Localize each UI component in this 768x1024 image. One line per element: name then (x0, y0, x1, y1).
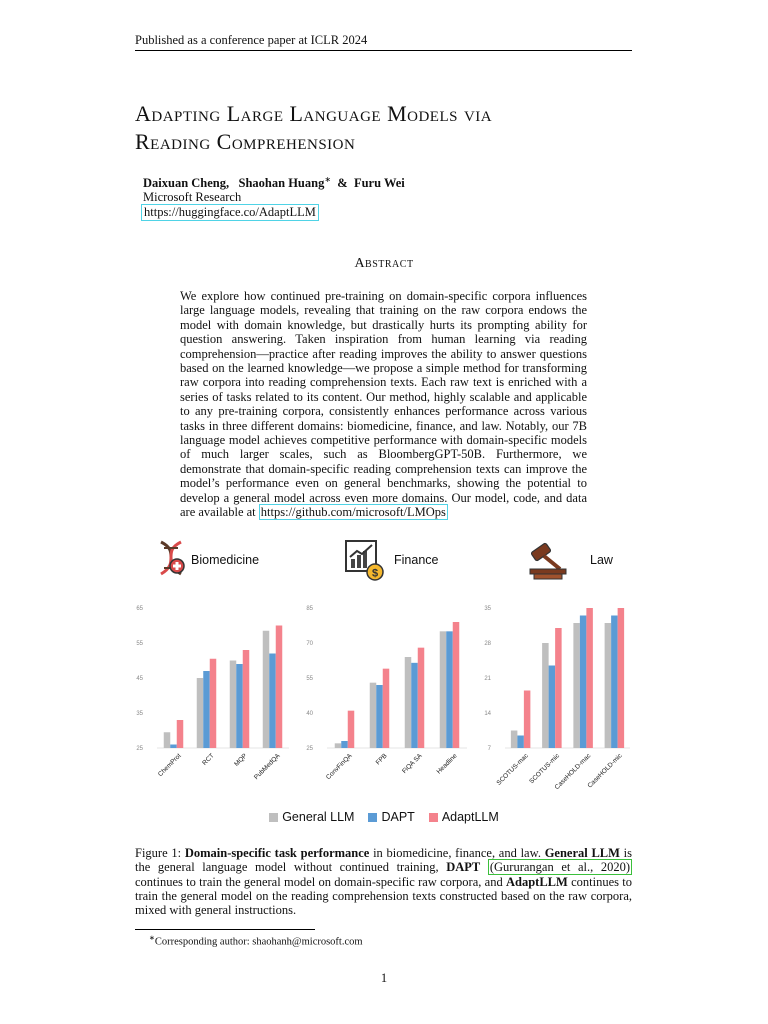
bar (411, 663, 418, 748)
chart-law (485, 600, 635, 800)
caption-text: continues to train the general model on the reading comprehension texts constructed based on the raw corpora, mixed with general instructions. (135, 874, 632, 918)
bar (580, 616, 587, 749)
legend-swatch-adaptllm (429, 813, 438, 822)
bar (236, 664, 243, 748)
author-list (143, 175, 405, 191)
y-tick-label: 45 (136, 676, 143, 682)
abstract-body: We explore how continued pre-training on domain-specific corpora influences large language models, revealing that training on the raw corpora endows the model with domain knowledge, but drastically hurts its prompting ability for question answering. Taken inspiration from human learning via reading comprehension—practice after reading improves the ability to answer questions based on the learned knowledge—we propose a simple method for transforming raw corpora into reading comprehension texts. Each raw text is enriched with a series of tasks related to its content. Our method, highly scalable and applicable to any pre-training corpora, consistently enhances performance across various tasks in three different domains: biomedicine, finance, and law. Notably, our 7B language model achieves competitive performance with domain-specific models of much larger scales, such as BloombergGPT-50B. Furthermore, we demonstrate that domain-specific reading comprehension texts can improve the model’s performance even on general benchmarks, showing the potential to develop a general model across even more domains. Our model, code, and data are available at (180, 289, 587, 520)
author-name: Furu Wei (353, 176, 405, 191)
bar (555, 628, 562, 748)
legend-swatch-general (269, 813, 278, 822)
footnote-mark: ∗ (149, 934, 155, 942)
bar (573, 623, 580, 748)
legend-swatch-dapt (368, 813, 377, 822)
bar (177, 720, 184, 748)
y-tick-label: 35 (136, 711, 143, 717)
panel-label: Biomedicine (191, 553, 260, 567)
bar (276, 626, 283, 749)
caption-text (480, 860, 488, 874)
paper-title (135, 100, 492, 156)
bar (440, 631, 447, 748)
bar (243, 650, 250, 748)
y-tick-label: 35 (484, 606, 491, 612)
bar (511, 731, 518, 749)
author-separator: & (337, 176, 348, 191)
finance-chart-icon (344, 539, 384, 581)
legend-item (269, 810, 354, 824)
bar (549, 666, 556, 749)
citation-link[interactable]: (Gururangan et al., 2020) (489, 860, 631, 875)
panel-label: Finance (394, 553, 439, 567)
chart-legend (0, 810, 768, 824)
panel-header-finance (344, 538, 438, 582)
bar (341, 741, 348, 748)
y-tick-label: 65 (136, 606, 143, 612)
bar (611, 616, 618, 749)
bar (210, 659, 217, 748)
bar (586, 608, 593, 748)
bar (263, 631, 270, 748)
y-tick-label: 25 (306, 746, 313, 752)
caption-bold: General LLM (544, 846, 620, 860)
footnote (149, 934, 363, 948)
bar (376, 685, 383, 748)
y-tick-label: 40 (306, 711, 313, 717)
bar (605, 623, 612, 748)
author-name: Daixuan Cheng, (143, 176, 230, 191)
y-tick-label: 28 (484, 641, 491, 647)
legend-label: DAPT (381, 810, 415, 824)
abstract-heading: Abstract (354, 256, 414, 271)
bar (348, 711, 355, 748)
bar (418, 648, 425, 748)
legend-item (429, 810, 499, 824)
bar (269, 654, 276, 749)
x-tick-label: MQP (233, 752, 249, 768)
running-header: Published as a conference paper at ICLR 2024 (135, 33, 368, 47)
caption-prefix: Figure 1: (135, 846, 185, 860)
caption-text: in biomedicine, finance, and law. (369, 846, 545, 860)
legend-label: General LLM (282, 810, 355, 824)
bar (517, 736, 524, 749)
github-link[interactable]: https://github.com/microsoft/LMOps (260, 505, 446, 520)
x-tick-label: FPB (374, 752, 389, 767)
page-number: 1 (380, 971, 388, 985)
bar (405, 657, 412, 748)
bar (170, 745, 177, 749)
author-name: Shaohan Huang (238, 176, 325, 191)
y-tick-label: 70 (306, 641, 313, 647)
panel-header-biomedicine (155, 538, 259, 582)
bar (524, 691, 531, 749)
x-tick-label: Headline (435, 752, 459, 776)
y-tick-label: 55 (306, 676, 313, 682)
y-tick-label: 55 (136, 641, 143, 647)
bar (542, 643, 549, 748)
x-tick-label: FiQA SA (401, 752, 424, 776)
x-tick-label: ChemProt (157, 752, 183, 779)
bar (164, 732, 171, 748)
x-tick-label: SCOTUS-mac (495, 752, 530, 787)
y-tick-label: 14 (484, 711, 491, 717)
x-tick-label: CaseHOLD-mic (586, 752, 624, 790)
bar (453, 622, 460, 748)
y-tick-label: 7 (487, 746, 491, 752)
footnote-mark: ∗ (324, 175, 332, 184)
caption-text: is the general language model without continued training, (135, 846, 633, 875)
svg-text:$: $ (371, 567, 379, 580)
x-tick-label: CaseHOLD-mac (553, 752, 593, 792)
panel-header-law (528, 538, 613, 582)
footnote-text: Corresponding author: shaohanh@microsoft.com (154, 936, 363, 948)
bar (618, 608, 625, 748)
gavel-icon (528, 539, 574, 581)
x-tick-label: SCOTUS-mic (528, 752, 562, 786)
figure-caption (135, 846, 632, 917)
bar (335, 743, 342, 748)
y-tick-label: 25 (136, 746, 143, 752)
y-tick-label: 85 (306, 606, 313, 612)
chart-finance (305, 600, 475, 800)
legend-label: AdaptLLM (441, 810, 499, 824)
y-tick-label: 21 (484, 676, 491, 682)
abstract-text (180, 289, 587, 520)
huggingface-link[interactable]: https://huggingface.co/AdaptLLM (141, 204, 319, 221)
bar (203, 671, 210, 748)
x-tick-label: PubMedQA (252, 752, 282, 782)
caption-bold: Domain-specific task performance (184, 846, 370, 860)
title-line-2: Reading Comprehension (135, 129, 356, 154)
legend-item (368, 810, 414, 824)
caption-bold: DAPT (446, 860, 481, 875)
x-tick-label: RCT (201, 752, 216, 767)
panel-label: Law (590, 553, 613, 567)
bar (197, 678, 204, 748)
title-line-1: Adapting Large Language Models via (135, 101, 493, 126)
footnote-rule (135, 929, 315, 930)
bar (370, 683, 377, 748)
bar (383, 669, 390, 748)
header-rule (135, 50, 632, 51)
affiliation: Microsoft Research (143, 190, 242, 204)
dna-icon (155, 540, 187, 580)
bar (446, 631, 453, 748)
x-tick-label: ConvFinQA (324, 752, 354, 782)
caption-text: continues to train the general model on domain-specific raw corpora, and (135, 874, 506, 889)
bar (230, 661, 237, 749)
caption-bold: AdaptLLM (505, 874, 568, 889)
chart-biomedicine (135, 600, 295, 800)
